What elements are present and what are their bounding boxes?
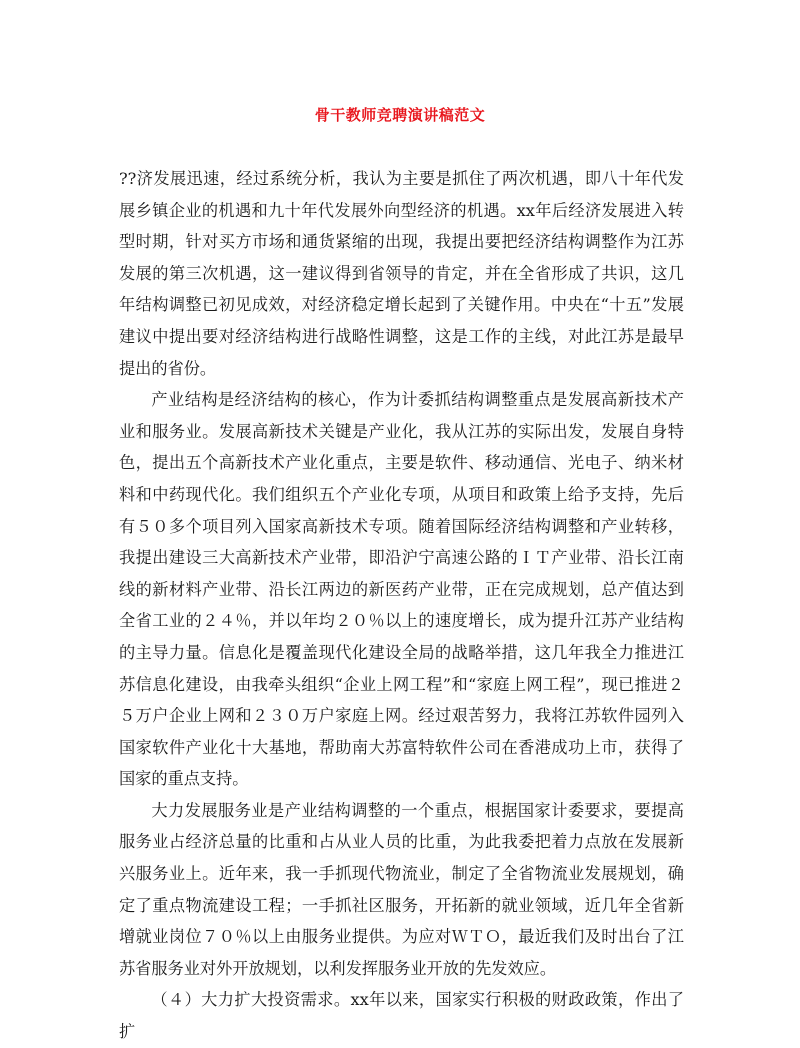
paragraph: ??济发展迅速，经过系统分析，我认为主要是抓住了两次机遇，即八十年代发展乡镇企业的机遇和九十年代发展外向型经济的机遇。xx年后经济发展进入转型时期，针对买方市场和通货紧缩的出现，我提出要把经济结构调整作为江苏发展的第三次机遇，这一建议得到省领导的肯定，并在全省形成了共识，这几年结构调整已初见成效，对经济稳定增长起到了关键作用。中央在“十五”发展建议中提出要对经济结构进行战略性调整，这是工作的主线，对此江苏是最早提出的省份。: [119, 169, 684, 378]
document-body: [119, 163, 684, 1048]
paragraph: （４）大力扩大投资需求。xx年以来，国家实行积极的财政政策，作出了扩: [119, 990, 684, 1042]
paragraph: 产业结构是经济结构的核心，作为计委抓结构调整重点是发展高新技术产业和服务业。发展高新技术关键是产业化，我从江苏的实际出发，发展自身特色，提出五个高新技术产业化重点，主要是软件、移动通信、光电子、纳米材料和中药现代化。我们组织五个产业化专项，从项目和政策上给予支持，先后有５０多个项目列入国家高新技术专项。随着国际经济结构调整和产业转移，我提出建设三大高新技术产业带，即沿沪宁高速公路的ＩＴ产业带、沿长江南线的新材料产业带、沿长江两边的新医药产业带，正在完成规划，总产值达到全省工业的２４％，并以年均２０％以上的速度增长，成为提升江苏产业结构的主导力量。信息化是覆盖现代化建设全局的战略举措，这几年我全力推进江苏信息化建设，由我牵头组织“企业上网工程”和“家庭上网工程”，现已推进２５万户企业上网和２３０万户家庭上网。经过艰苦努力，我将江苏软件园列入国家软件产业化十大基地，帮助南大苏富特软件公司在香港成功上市，获得了国家的重点支持。: [119, 390, 684, 789]
document-title: 骨干教师竞聘演讲稿范文: [314, 106, 486, 124]
paragraph: 大力发展服务业是产业结构调整的一个重点，根据国家计委要求，要提高服务业占经济总量的比重和占从业人员的比重，为此我委把着力点放在发展新兴服务业上。近年来，我一手抓现代物流业，制定了全省物流业发展规划，确定了重点物流建设工程；一手抓社区服务，开拓新的就业领域，近几年全省新增就业岗位７０％以上由服务业提供。为应对ＷＴＯ，最近我们及时出台了江苏省服务业对外开放规划，以利发挥服务业开放的先发效应。: [119, 800, 684, 978]
